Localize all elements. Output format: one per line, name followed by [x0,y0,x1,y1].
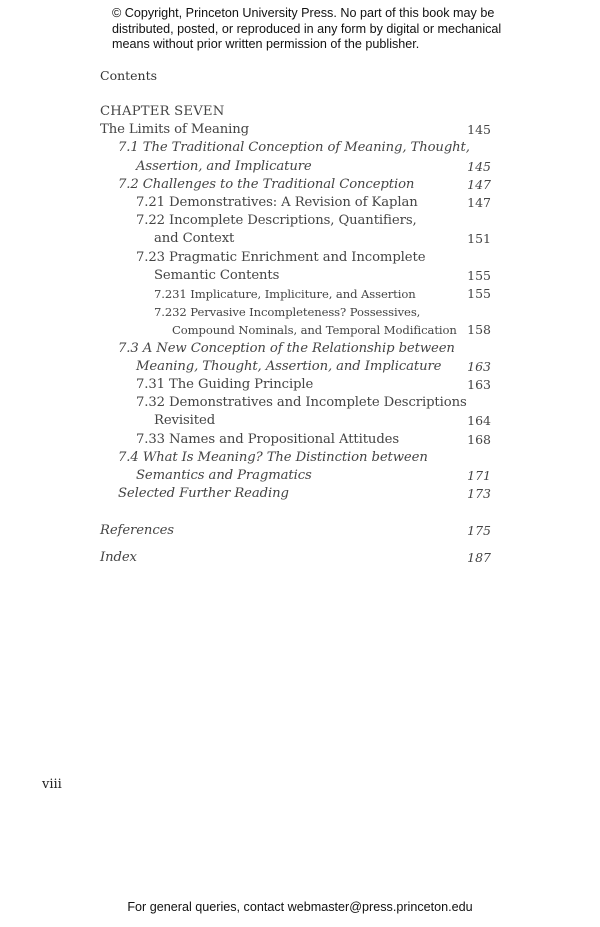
toc-entry [0,376,600,394]
copyright-notice [112,6,501,53]
toc-entry-title: 7.232 Pervasive Incompleteness? Possessives, [154,305,421,320]
toc-entry [0,285,600,303]
toc-entry-page: 145 [467,158,491,174]
toc-entry-title: Selected Further Reading [118,486,289,502]
toc-entry [0,522,600,540]
toc-entry-title: 7.33 Names and Propositional Attitudes [136,431,400,447]
toc-entry [0,267,600,285]
toc-entry [0,176,600,194]
toc-entry [0,467,600,485]
toc-entry-title: Compound Nominals, and Temporal Modification [172,323,457,338]
toc-entry-page: 158 [467,322,491,338]
toc-entry-title: 7.22 Incomplete Descriptions, Quantifiers, [136,213,417,229]
toc-entry [0,321,600,339]
toc-entry-page: 163 [467,377,491,392]
toc-entry [0,485,600,503]
toc-entry-page: 187 [467,550,491,565]
toc-entry-title: Assertion, and Implicature [136,158,312,174]
toc-entry-title: Meaning, Thought, Assertion, and Implicature [136,358,442,374]
toc-entry [0,103,600,121]
toc-entry [0,394,600,412]
toc-entry-title: CHAPTER SEVEN [100,104,225,119]
running-head: Contents [100,68,158,83]
toc-entry-page: 151 [467,231,491,247]
toc-entry [0,249,600,267]
toc-entry-title: Semantics and Pragmatics [136,468,312,483]
toc-entry-title: 7.1 The Traditional Conception of Meaning, Thought, [118,140,470,156]
toc-entry [0,431,600,449]
toc-entry-page: 171 [467,468,491,483]
toc-entry [0,340,600,358]
toc-entry-page: 155 [467,267,491,283]
toc-entry-title: 7.231 Implicature, Impliciture, and Assertion [154,287,416,301]
toc-entry-page: 168 [467,431,491,447]
toc-entry [0,121,600,139]
toc-entry [0,449,600,467]
toc-entry-title: 7.3 A New Conception of the Relationship between [118,340,455,356]
toc-entry-page: 163 [467,358,491,374]
toc-entry-title: Semantic Contents [154,267,280,283]
toc-entry-title: Revisited [154,413,216,429]
toc-entry-page: 173 [467,486,491,502]
toc-entry-title: 7.32 Demonstratives and Incomplete Descriptions [136,395,467,411]
toc-entry-title: References [100,523,174,538]
toc-entry-page: 155 [467,286,491,301]
toc-entry-page: 164 [467,413,491,429]
toc-entry-title: 7.23 Pragmatic Enrichment and Incomplete [136,249,426,265]
toc-entry [0,358,600,376]
toc-entry-title: 7.21 Demonstratives: A Revision of Kaplan [136,195,418,210]
toc-entry [0,158,600,176]
toc-entry [0,194,600,212]
toc-entry-page: 175 [467,523,491,538]
toc-entry-title: 7.31 The Guiding Principle [136,377,314,392]
toc-entry-title: The Limits of Meaning [100,122,249,138]
copyright-line: distributed, posted, or reproduced in any form by digital or mechanical [112,21,502,36]
toc-entry-title: and Context [154,231,235,247]
toc-entry [0,549,600,567]
copyright-line: means without prior written permission of the publisher. [112,37,420,51]
toc-entry [0,139,600,157]
toc-entry-title: 7.4 What Is Meaning? The Distinction between [118,449,428,465]
toc-entry [0,212,600,230]
footer-note: For general queries, contact webmaster@press.princeton.edu [127,900,473,914]
toc-entry [0,412,600,430]
toc-entry-title: 7.2 Challenges to the Traditional Conception [118,176,415,192]
toc-entry [0,303,600,321]
page-number: viii [42,777,62,792]
copyright-line: © Copyright, Princeton University Press. No part of this book may be [112,6,495,20]
toc-entry-page: 147 [467,195,491,210]
toc-entry-page: 145 [467,122,491,138]
toc-entry [0,230,600,248]
toc-entry-title: Index [100,550,137,565]
toc-entry-page: 147 [467,176,491,192]
